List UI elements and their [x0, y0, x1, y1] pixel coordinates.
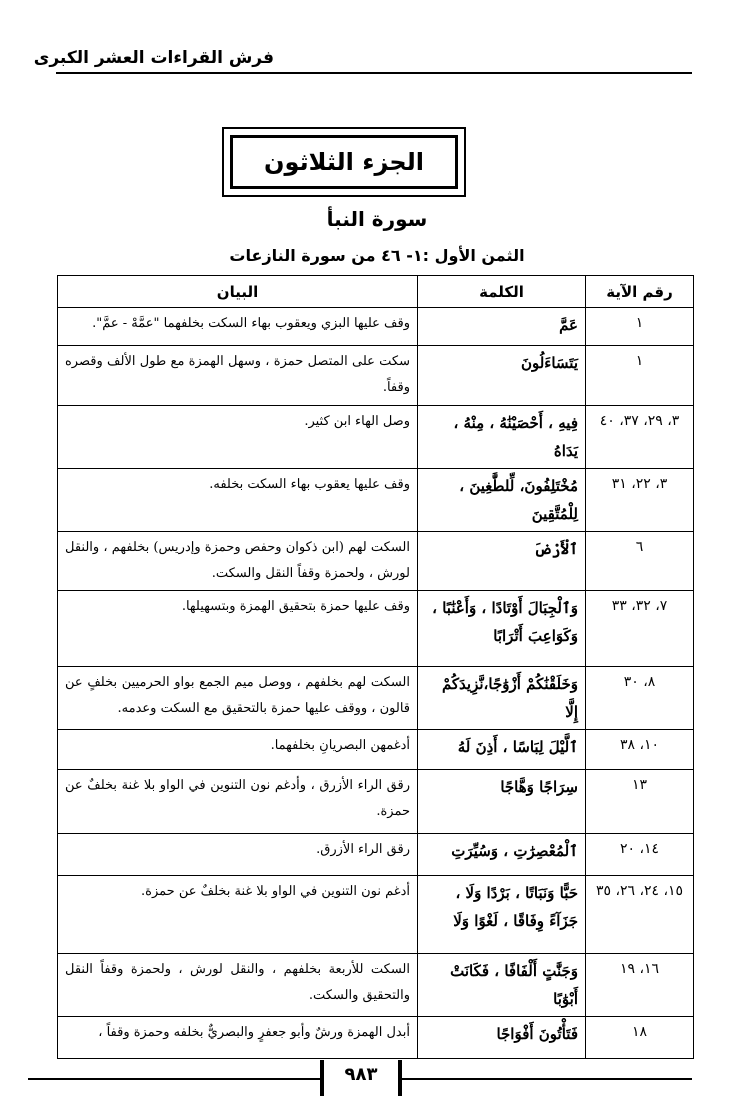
table-row	[58, 308, 694, 346]
explanation-cell: أبدل الهمزة ورشٌ وأبو جعفرٍ والبصريٌّ بخلفه وحمزة وقفاً ،	[58, 1017, 418, 1059]
table-row	[58, 1017, 694, 1059]
verse-number-cell: ١٣	[586, 770, 694, 834]
table-row	[58, 770, 694, 834]
explanation-cell: السكت لهم (ابن ذكوان وحفص وحمزة وإدريس) بخلفهم ، والنقل لورش ، ولحمزة وقفاً النقل والسكت.	[58, 532, 418, 591]
verse-number-cell: ١	[586, 308, 694, 346]
verse-number-cell: ٦	[586, 532, 694, 591]
explanation-cell: وقف عليها حمزة بتحقيق الهمزة وبتسهيلها.	[58, 591, 418, 667]
verse-number-cell: ١٦، ١٩	[586, 954, 694, 1017]
header-explanation: البيان	[58, 276, 418, 308]
explanation-cell: أدغم نون التنوين في الواو بلا غنة بخلفٌ عن حمزة.	[58, 876, 418, 954]
verse-number-cell: ١٨	[586, 1017, 694, 1059]
table-row	[58, 834, 694, 876]
table-row	[58, 406, 694, 469]
table-row	[58, 532, 694, 591]
word-cell: ٱلَّيْلَ لِبَاسًا ، أَذِنَ لَهُ	[418, 730, 586, 770]
part-title: الجزء الثلاثون	[264, 148, 424, 176]
word-cell: مُخْتَلِفُونَ، لِّلطَّٰغِينَ ، لِلْمُتَّقِينَ	[418, 469, 586, 532]
verse-number-cell: ٣، ٢٩، ٣٧، ٤٠	[586, 406, 694, 469]
explanation-cell: وقف عليها البزي ويعقوب بهاء السكت بخلفهما "عمَّهْ - عمَّ".	[58, 308, 418, 346]
running-header-title: فرش القراءات العشر الكبرى	[33, 48, 274, 68]
explanation-cell: السكت للأربعة بخلفهم ، والنقل لورش ، ولحمزة وقفاً النقل والتحقيق والسكت.	[58, 954, 418, 1017]
word-cell: ٱلْمُعْصِرَٰتِ ، وَسُيِّرَتِ	[418, 834, 586, 876]
verse-number-cell: ٧، ٣٢، ٣٣	[586, 591, 694, 667]
footer-rule-right	[402, 1078, 692, 1080]
verse-number-cell: ١٥، ٢٤، ٢٦، ٣٥	[586, 876, 694, 954]
header-verse-number: رقم الآية	[586, 276, 694, 308]
footer-rule-left	[28, 1078, 323, 1080]
word-cell: حَبًّا وَنَبَاتًا ، بَرْدًا وَلَا ، جَزَآءً وِفَاقًا ، لَغْوًا وَلَا	[418, 876, 586, 954]
part-title-frame	[222, 127, 466, 197]
table-row	[58, 667, 694, 730]
word-cell: ٱلْأَرْضَ	[418, 532, 586, 591]
word-cell: فَتَأْتُونَ أَفْوَاجًا	[418, 1017, 586, 1059]
word-cell: وَخَلَقْنَٰكُمْ أَزْوَٰجًا،نَّزِيدَكُمْ إِلَّا	[418, 667, 586, 730]
table-row	[58, 876, 694, 954]
verse-number-cell: ٨، ٣٠	[586, 667, 694, 730]
explanation-cell: رقق الراء الأزرق ، وأدغم نون التنوين في الواو بلا غنة بخلفٌ عن حمزة.	[58, 770, 418, 834]
word-cell: يَتَسَاءَلُونَ	[418, 346, 586, 406]
word-cell: وَٱلْجِبَالَ أَوْتَادًا ، وَأَعْنَٰبًا ، وَكَوَاعِبَ أَتْرَابًا	[418, 591, 586, 667]
table-row	[58, 730, 694, 770]
surah-title: سورة النبأ	[326, 207, 428, 231]
explanation-cell: أدغمهن البصريانِ بخلفهما.	[58, 730, 418, 770]
explanation-cell: سكت على المتصل حمزة ، وسهل الهمزة مع طول الألف وقصره وقفاً.	[58, 346, 418, 406]
explanation-cell: السكت لهم بخلفهم ، ووصل ميم الجمع بواو الحرميين بخلفٍ عن قالون ، ووقف عليها حمزة بالتحقيق مع السكت وعدمه.	[58, 667, 418, 730]
verse-number-cell: ١٤، ٢٠	[586, 834, 694, 876]
verse-number-cell: ١	[586, 346, 694, 406]
table-row	[58, 954, 694, 1017]
part-title-inner-frame	[230, 135, 458, 189]
table-row	[58, 591, 694, 667]
table-header-row	[58, 276, 694, 308]
word-cell: وَجَنَّٰتٍ أَلْفَافًا ، فَكَانَتْ أَبْوَٰبًا	[418, 954, 586, 1017]
explanation-cell: وقف عليها يعقوب بهاء السكت بخلفه.	[58, 469, 418, 532]
header-rule	[56, 72, 692, 74]
section-title: الثمن الأول :١- ٤٦ من سورة النازعات	[229, 246, 525, 265]
explanation-cell: وصل الهاء ابن كثير.	[58, 406, 418, 469]
verse-number-cell: ١٠، ٣٨	[586, 730, 694, 770]
table-row	[58, 346, 694, 406]
qiraat-table	[57, 275, 694, 1059]
page-number: ٩٨٣	[344, 1064, 378, 1085]
explanation-cell: رقق الراء الأزرق.	[58, 834, 418, 876]
table-row	[58, 469, 694, 532]
word-cell: فِيهِ ، أَحْصَيْنَٰهُ ، مِنْهُ ، يَدَاهُ	[418, 406, 586, 469]
verse-number-cell: ٣، ٢٢، ٣١	[586, 469, 694, 532]
header-word: الكلمة	[418, 276, 586, 308]
word-cell: سِرَاجًا وَهَّاجًا	[418, 770, 586, 834]
word-cell: عَمَّ	[418, 308, 586, 346]
